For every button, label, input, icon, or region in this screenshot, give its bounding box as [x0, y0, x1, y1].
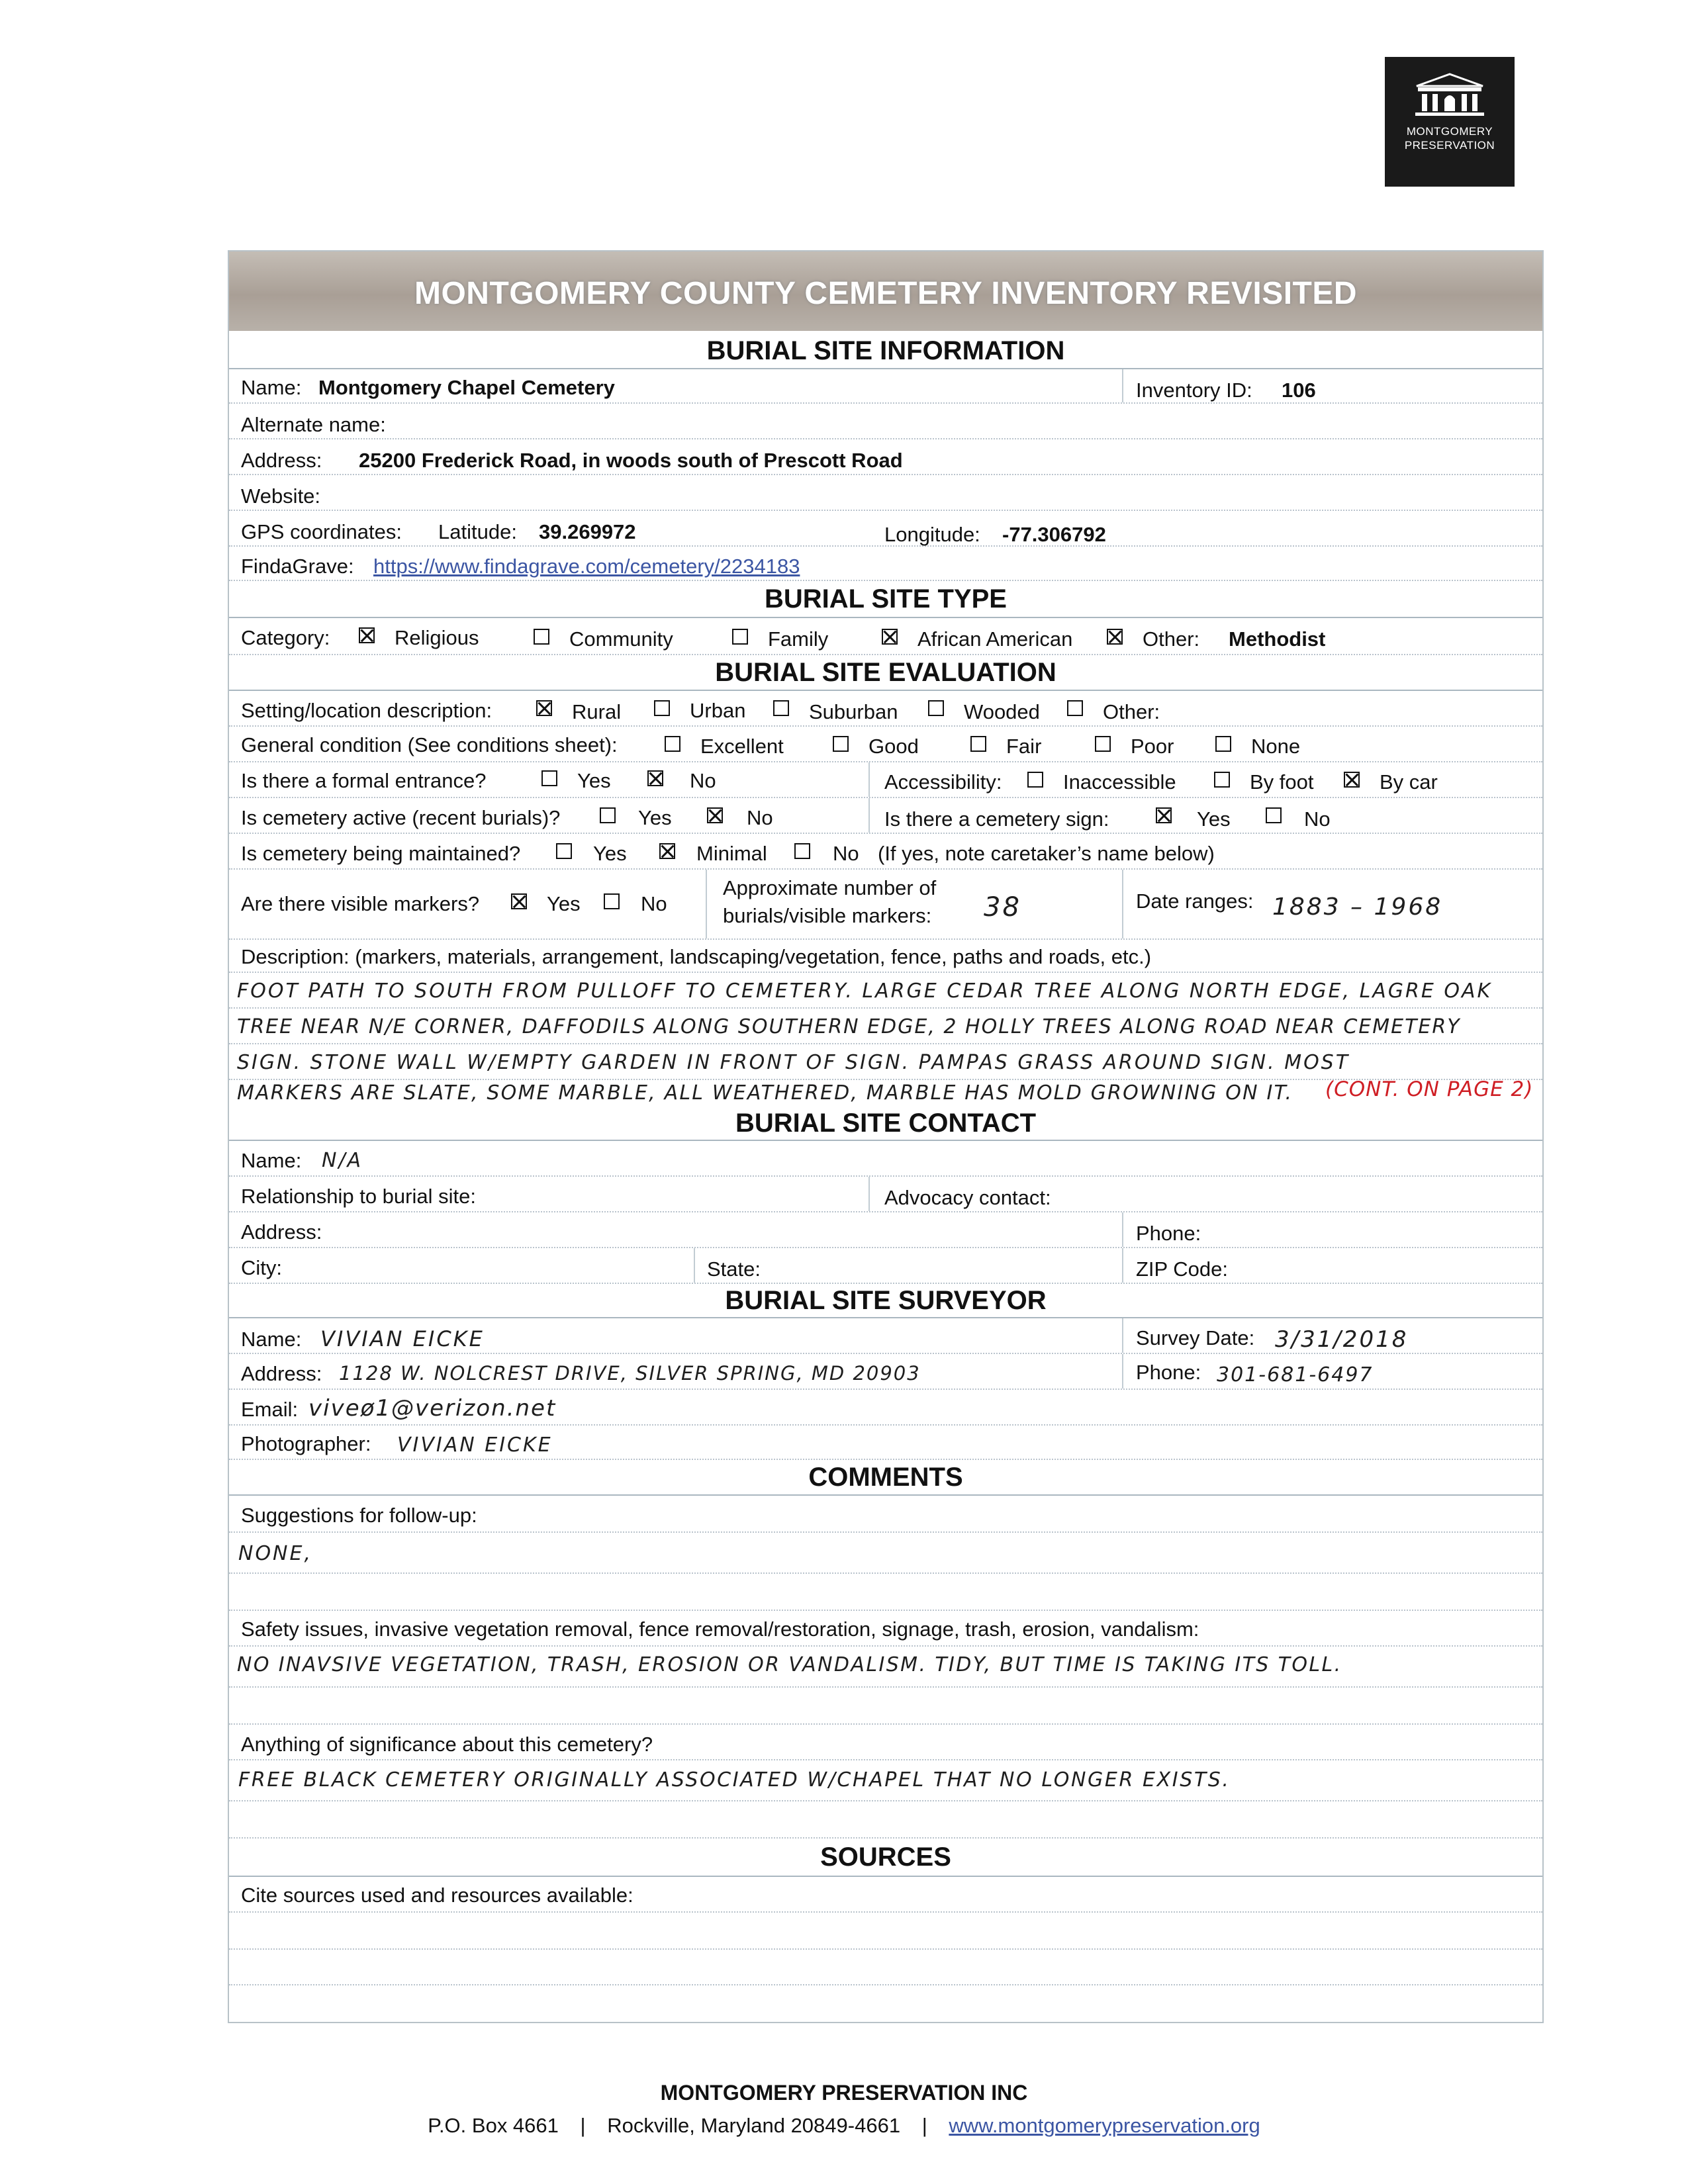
montgomery-preservation-logo: [1385, 57, 1515, 187]
entrance-label: Is there a formal entrance?: [241, 769, 487, 792]
city-label: City:: [241, 1256, 282, 1279]
option-suburban: Suburban: [809, 700, 898, 723]
checkbox-markers-no[interactable]: [604, 893, 620, 909]
footer-separator-1: |: [580, 2114, 586, 2137]
option-african-american: African American: [917, 627, 1073, 651]
approx-label-2: burials/visible markers:: [723, 904, 932, 927]
checkbox-setting-other[interactable]: [1067, 700, 1083, 716]
safety-label: Safety issues, invasive vegetation removal, fence removal/restoration, signage, trash, erosion, vandalism:: [241, 1617, 1199, 1641]
email-label: Email:: [241, 1398, 299, 1421]
option-other: Other:: [1143, 627, 1200, 651]
row-safety-value: [229, 1647, 1542, 1688]
markers-yes: Yes: [547, 892, 581, 915]
footer-city: Rockville, Maryland 20849-4661: [607, 2114, 901, 2137]
option-poor: Poor: [1131, 735, 1174, 758]
maintained-label: Is cemetery being maintained?: [241, 842, 521, 865]
date-range-label: Date ranges:: [1136, 889, 1254, 913]
row-description-label: [229, 940, 1542, 973]
option-excellent: Excellent: [700, 735, 784, 758]
checkbox-suburban[interactable]: [773, 700, 789, 716]
checkbox-good[interactable]: [833, 736, 849, 752]
row-city: [229, 1248, 1542, 1284]
logo-line-1: MONTGOMERY: [1406, 125, 1493, 138]
survey-date-value: 3/31/2018: [1275, 1326, 1409, 1353]
row-significance-value: [229, 1760, 1542, 1801]
checkbox-excellent[interactable]: [665, 736, 680, 752]
website-label: Website:: [241, 484, 321, 508]
option-inaccessible: Inaccessible: [1063, 770, 1176, 794]
section-heading-type: BURIAL SITE TYPE: [229, 581, 1542, 618]
other-value: Methodist: [1229, 627, 1326, 651]
surveyor-phone-value: 301-681-6497: [1217, 1363, 1374, 1387]
checkbox-none[interactable]: [1215, 736, 1231, 752]
option-none: None: [1251, 735, 1301, 758]
description-text-1: FOOT PATH TO SOUTH FROM PULLOFF TO CEMETERY. LARGE CEDAR TREE ALONG NORTH EDGE, LAGRE OAK: [237, 979, 1493, 1003]
active-label: Is cemetery active (recent burials)?: [241, 806, 561, 829]
markers-label: Are there visible markers?: [241, 892, 480, 915]
alternate-name-label: Alternate name:: [241, 413, 386, 436]
row-gps: [229, 511, 1542, 547]
checkbox-markers-yes[interactable]: [511, 893, 527, 909]
row-safety-label: [229, 1611, 1542, 1647]
row-category: [229, 618, 1542, 655]
section-heading-contact: BURIAL SITE CONTACT: [229, 1107, 1542, 1141]
surveyor-name-label: Name:: [241, 1328, 302, 1351]
significance-value: FREE BLACK CEMETERY ORIGINALLY ASSOCIATED W/CHAPEL THAT NO LONGER EXISTS.: [238, 1768, 1231, 1792]
row-maintained: [229, 834, 1542, 870]
latitude-value: 39.269972: [539, 520, 636, 543]
row-markers: [229, 870, 1542, 940]
row-sources-blank-1: [229, 1913, 1542, 1950]
footer-org: MONTGOMERY PRESERVATION INC: [660, 2081, 1028, 2105]
form-title: MONTGOMERY COUNTY CEMETERY INVENTORY REVISITED: [414, 276, 1358, 311]
checkbox-by-car[interactable]: [1344, 772, 1360, 788]
zip-label: ZIP Code:: [1136, 1257, 1229, 1281]
description-continued-note: (CONT. ON PAGE 2): [1325, 1077, 1534, 1101]
checkbox-entrance-yes[interactable]: [541, 770, 557, 786]
checkbox-african-american[interactable]: [882, 629, 898, 645]
option-wooded: Wooded: [964, 700, 1040, 723]
surveyor-address-label: Address:: [241, 1362, 322, 1385]
row-setting: [229, 691, 1542, 727]
row-significance-blank: [229, 1801, 1542, 1839]
sign-label: Is there a cemetery sign:: [884, 807, 1109, 831]
inventory-id-label: Inventory ID:: [1136, 379, 1252, 402]
description-line-3: [229, 1044, 1542, 1080]
findagrave-link[interactable]: https://www.findagrave.com/cemetery/2234183: [373, 555, 800, 578]
option-setting-other: Other:: [1103, 700, 1160, 723]
name-label: Name:: [241, 376, 302, 399]
sign-yes: Yes: [1197, 807, 1231, 831]
cemetery-inventory-form: [228, 250, 1544, 2023]
state-label: State:: [707, 1257, 761, 1281]
surveyor-address-value: 1128 W. NOLCREST DRIVE, SILVER SPRING, MD 20903: [339, 1362, 921, 1385]
longitude-value: -77.306792: [1002, 523, 1106, 546]
contact-name-label: Name:: [241, 1149, 302, 1172]
row-relationship: [229, 1177, 1542, 1212]
option-good: Good: [868, 735, 919, 758]
checkbox-fair[interactable]: [970, 736, 986, 752]
option-community: Community: [569, 627, 673, 651]
significance-label: Anything of significance about this cemetery?: [241, 1733, 653, 1756]
section-heading-surveyor: BURIAL SITE SURVEYOR: [229, 1284, 1542, 1318]
row-active: [229, 798, 1542, 834]
section-heading-evaluation: BURIAL SITE EVALUATION: [229, 655, 1542, 691]
findagrave-label: FindaGrave:: [241, 555, 354, 578]
row-findagrave: [229, 547, 1542, 581]
form-banner: [229, 251, 1542, 331]
maintained-yes: Yes: [593, 842, 627, 865]
option-rural: Rural: [572, 700, 622, 723]
option-religious: Religious: [395, 626, 479, 649]
footer-website-link[interactable]: www.montgomerypreservation.org: [949, 2114, 1260, 2137]
checkbox-maintained-yes[interactable]: [556, 843, 572, 859]
row-sources-label: [229, 1877, 1542, 1913]
checkbox-family[interactable]: [732, 629, 748, 645]
description-line-2: [229, 1009, 1542, 1044]
active-yes: Yes: [638, 806, 672, 829]
survey-date-label: Survey Date:: [1136, 1326, 1255, 1349]
row-significance-label: [229, 1725, 1542, 1760]
option-by-car: By car: [1380, 770, 1438, 794]
option-family: Family: [768, 627, 829, 651]
advocacy-label: Advocacy contact:: [884, 1186, 1051, 1209]
description-text-3: SIGN. STONE WALL W/EMPTY GARDEN IN FRONT OF SIGN. PAMPAS GRASS AROUND SIGN. MOST: [237, 1051, 1350, 1074]
maintained-note: (If yes, note caretaker’s name below): [878, 842, 1215, 865]
footer-separator-2: |: [921, 2114, 927, 2137]
building-icon: [1410, 71, 1489, 118]
row-sources-blank-2: [229, 1950, 1542, 1985]
address-label: Address:: [241, 449, 322, 472]
row-surveyor-name: [229, 1318, 1542, 1354]
approx-label-1: Approximate number of: [723, 876, 937, 899]
date-range-value: 1883 – 1968: [1272, 893, 1443, 921]
contact-phone-label: Phone:: [1136, 1222, 1201, 1245]
entrance-yes: Yes: [577, 769, 611, 792]
description-line-1: [229, 973, 1542, 1009]
checkbox-sign-yes[interactable]: [1156, 807, 1172, 823]
checkbox-active-no[interactable]: [707, 807, 723, 823]
checkbox-community[interactable]: [534, 629, 549, 645]
checkbox-inaccessible[interactable]: [1027, 772, 1043, 788]
safety-value: NO INAVSIVE VEGETATION, TRASH, EROSION OR VANDALISM. TIDY, BUT TIME IS TAKING ITS TOLL.: [237, 1653, 1342, 1676]
checkbox-entrance-no[interactable]: [647, 770, 663, 786]
checkbox-religious[interactable]: [359, 627, 375, 643]
markers-no: No: [641, 892, 667, 915]
address-value: 25200 Frederick Road, in woods south of Prescott Road: [359, 449, 903, 472]
row-followup-label: [229, 1496, 1542, 1533]
checkbox-maintained-minimal[interactable]: [659, 843, 675, 859]
photographer-value: VIVIAN EICKE: [397, 1433, 553, 1457]
row-entrance: [229, 762, 1542, 798]
checkbox-urban[interactable]: [654, 700, 670, 716]
relationship-label: Relationship to burial site:: [241, 1185, 476, 1208]
sign-no: No: [1304, 807, 1331, 831]
inventory-id: 106: [1282, 379, 1316, 402]
row-address: [229, 439, 1542, 475]
entrance-no: No: [690, 769, 716, 792]
row-name: [229, 369, 1542, 404]
row-safety-blank: [229, 1688, 1542, 1725]
row-contact-name: [229, 1141, 1542, 1177]
row-contact-address: [229, 1212, 1542, 1248]
row-photographer: [229, 1426, 1542, 1460]
row-followup-blank: [229, 1574, 1542, 1611]
setting-label: Setting/location description:: [241, 699, 492, 722]
option-fair: Fair: [1006, 735, 1042, 758]
gps-label: GPS coordinates:: [241, 520, 402, 543]
contact-name-value: N/A: [322, 1149, 363, 1172]
checkbox-wooded[interactable]: [928, 700, 944, 716]
accessibility-label: Accessibility:: [884, 770, 1002, 794]
checkbox-active-yes[interactable]: [600, 807, 616, 823]
row-surveyor-email: [229, 1390, 1542, 1426]
description-text-2: TREE NEAR N/E CORNER, DAFFODILS ALONG SOUTHERN EDGE, 2 HOLLY TREES ALONG ROAD NEAR CEMETERY: [237, 1015, 1461, 1038]
longitude-label: Longitude:: [884, 523, 980, 546]
surveyor-phone-label: Phone:: [1136, 1361, 1201, 1384]
email-value: viveø1@verizon.net: [308, 1395, 557, 1422]
footer-contact-line: [0, 2114, 1688, 2138]
followup-value: NONE,: [238, 1542, 312, 1565]
row-alternate-name: [229, 404, 1542, 439]
row-followup-value: [229, 1533, 1542, 1574]
condition-label: General condition (See conditions sheet):: [241, 733, 618, 756]
followup-label: Suggestions for follow-up:: [241, 1504, 477, 1527]
description-line-4: [229, 1077, 1542, 1107]
checkbox-other[interactable]: [1107, 629, 1123, 645]
sources-label: Cite sources used and resources available:: [241, 1884, 633, 1907]
checkbox-by-foot[interactable]: [1214, 772, 1230, 788]
maintained-no: No: [833, 842, 859, 865]
maintained-minimal: Minimal: [696, 842, 767, 865]
option-urban: Urban: [690, 699, 746, 722]
cemetery-name: Montgomery Chapel Cemetery: [318, 376, 615, 399]
contact-address-label: Address:: [241, 1220, 322, 1244]
description-label: Description: (markers, materials, arrangement, landscaping/vegetation, fence, paths and roads, etc.): [241, 945, 1152, 968]
checkbox-rural[interactable]: [536, 700, 552, 716]
category-label: Category:: [241, 626, 330, 649]
section-heading-comments: COMMENTS: [229, 1460, 1542, 1496]
approx-value: 38: [984, 892, 1021, 923]
photographer-label: Photographer:: [241, 1432, 371, 1455]
active-no: No: [747, 806, 773, 829]
description-text-4: MARKERS ARE SLATE, SOME MARBLE, ALL WEATHERED, MARBLE HAS MOLD GROWNING ON IT.: [237, 1081, 1293, 1105]
row-website: [229, 475, 1542, 511]
section-heading-sources: SOURCES: [229, 1839, 1542, 1877]
row-condition: [229, 727, 1542, 762]
logo-line-2: PRESERVATION: [1404, 139, 1495, 152]
latitude-label: Latitude:: [438, 520, 517, 543]
checkbox-sign-no[interactable]: [1266, 807, 1282, 823]
checkbox-maintained-no[interactable]: [794, 843, 810, 859]
section-heading-information: BURIAL SITE INFORMATION: [229, 334, 1542, 369]
row-surveyor-address: [229, 1354, 1542, 1390]
checkbox-poor[interactable]: [1095, 736, 1111, 752]
option-by-foot: By foot: [1250, 770, 1314, 794]
surveyor-name-value: VIVIAN EICKE: [320, 1326, 485, 1351]
footer-po-box: P.O. Box 4661: [428, 2114, 559, 2137]
